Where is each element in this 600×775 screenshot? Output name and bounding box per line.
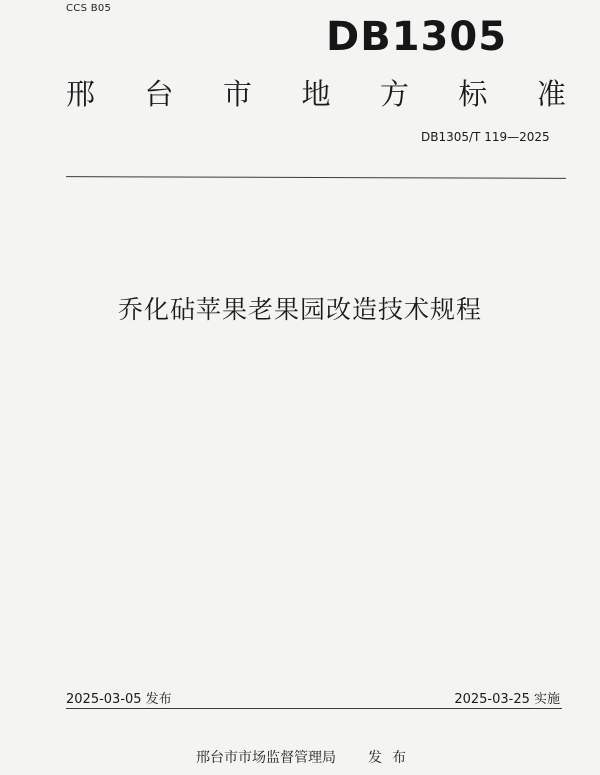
title-char: 准 [536,76,566,111]
standard-code: DB1305 [326,14,508,60]
issue-date: 2025-03-05 发布 [66,692,172,707]
publisher: 邢台市市场监督管理局 [196,750,336,766]
document-title: 乔化砧苹果老果园改造技术规程 [117,295,482,324]
standard-type-title [66,72,566,112]
header-divider [66,176,566,179]
footer-divider [66,708,562,709]
title-char: 方 [379,76,409,111]
publish-label: 发布 [368,750,416,766]
title-char: 台 [144,76,174,111]
title-char: 市 [222,76,252,111]
title-char: 标 [458,76,488,111]
title-char: 地 [301,76,331,111]
implementation-date: 2025-03-25 实施 [454,692,560,707]
standard-number: DB1305/T 119—2025 [421,130,550,144]
title-char: 邢 [66,76,96,111]
ccs-code: CCS B05 [66,3,112,14]
